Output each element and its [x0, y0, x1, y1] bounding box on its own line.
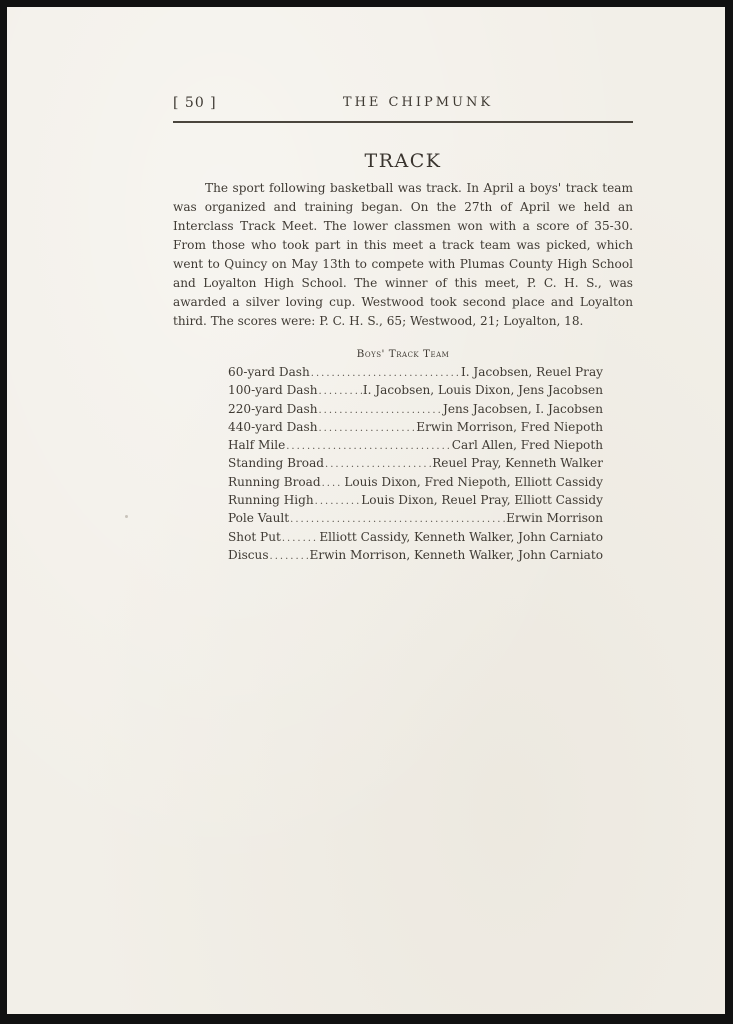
team-heading: Boys' Track Team: [356, 348, 450, 360]
roster-row: [228, 511, 603, 529]
dot-leader: [318, 386, 361, 397]
event-name: Running High: [228, 493, 314, 508]
running-head: [173, 95, 633, 123]
athlete-names: Reuel Pray, Kenneth Walker: [432, 456, 603, 471]
team-roster: [228, 365, 603, 566]
athlete-names: Louis Dixon, Fred Niepoth, Elliott Cassidy: [344, 474, 603, 489]
dot-leader: [318, 405, 442, 416]
athlete-names: Erwin Morrison: [506, 511, 603, 526]
journal-title: THE CHIPMUNK: [342, 95, 494, 110]
roster-row: [228, 402, 603, 420]
roster-row: [228, 365, 603, 383]
roster-row: [228, 548, 603, 566]
article-body: The sport following basketball was track. In April a boys' track team was organized and training began. On the 27th of April we held an Interclass Track Meet. The lower classmen won with a score of 35-30. From those who took part in this meet a track team was picked, which went to Quincy on May 13th to compete with Plumas County High School and Loyalton High School. The winner of this meet, P. C. H. S., was awarded a silver loving cup. Westwood took second place and Loyalton third. The scores were: P. C. H. S., 65; Westwood, 21; Loyalton, 18.: [173, 181, 633, 328]
dot-leader: [322, 478, 344, 489]
roster-row: [228, 438, 603, 456]
event-name: 440-yard Dash: [228, 419, 318, 434]
event-name: Running Broad: [228, 474, 321, 489]
event-name: 100-yard Dash: [228, 383, 318, 398]
dot-leader: [286, 441, 451, 452]
event-name: 60-yard Dash: [228, 365, 310, 379]
athlete-names: Erwin Morrison, Fred Niepoth: [416, 419, 603, 434]
roster-row: [228, 456, 603, 474]
athlete-names: Louis Dixon, Reuel Pray, Elliott Cassidy: [361, 493, 603, 508]
athlete-names: I. Jacobsen, Louis Dixon, Jens Jacobsen: [362, 383, 603, 398]
section-title: TRACK: [364, 150, 442, 172]
roster-row: [228, 493, 603, 511]
roster-row: [228, 383, 603, 401]
dot-leader: [270, 551, 309, 562]
roster-row: [228, 530, 603, 548]
athlete-names: Jens Jacobsen, I. Jacobsen: [442, 401, 603, 416]
dot-leader: [315, 496, 361, 507]
event-name: Half Mile: [228, 438, 286, 453]
athlete-names: Erwin Morrison, Kenneth Walker, John Carniato: [309, 547, 603, 562]
roster-row: [228, 475, 603, 493]
event-name: 220-yard Dash: [228, 401, 318, 416]
dot-leader: [318, 423, 415, 434]
athlete-names: Elliott Cassidy, Kenneth Walker, John Carniato: [319, 529, 603, 544]
athlete-names: I. Jacobsen, Reuel Pray: [460, 365, 603, 379]
athlete-names: Carl Allen, Fred Niepoth: [451, 438, 603, 453]
document-page: [7, 7, 725, 1014]
dot-leader: [282, 533, 318, 544]
event-name: Discus: [228, 547, 269, 562]
paper-speck: [125, 515, 128, 518]
dot-leader: [325, 459, 431, 470]
dot-leader: [311, 368, 460, 379]
dot-leader: [290, 514, 505, 525]
event-name: Shot Put: [228, 529, 281, 544]
page-number: [ 50 ]: [173, 95, 217, 111]
event-name: Standing Broad: [228, 456, 325, 471]
event-name: Pole Vault: [228, 511, 290, 526]
roster-row: [228, 420, 603, 438]
